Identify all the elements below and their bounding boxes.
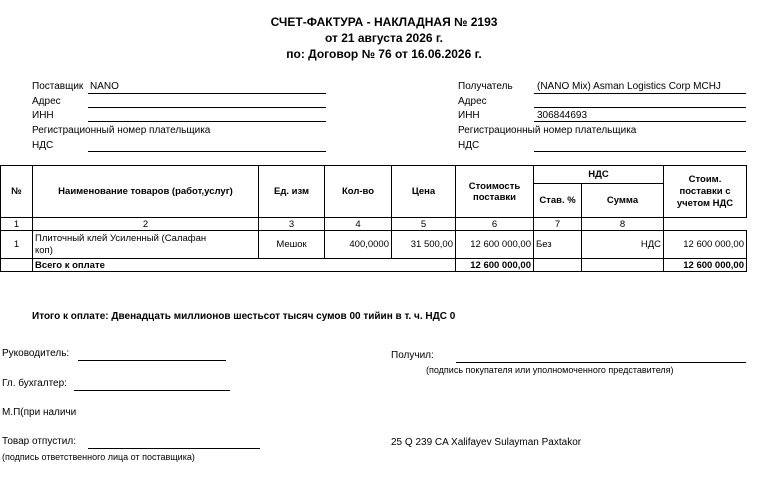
col-header-no: №	[1, 166, 33, 218]
received-note: (подпись покупателя или уполномоченного представителя)	[426, 365, 674, 375]
total-row	[1, 259, 747, 272]
supplier-underline	[88, 93, 326, 94]
amount-in-words: Итого к оплате: Двенадцать миллионов шестьсот тысяч сумов 00 тийин в т. ч. НДС 0	[32, 311, 456, 322]
column-number: 3	[259, 218, 325, 231]
stamp-label: М.П(при наличи	[2, 407, 77, 418]
released-note: (подпись ответственного лица от поставщика)	[2, 452, 195, 462]
col-header-cost: Стоимость поставки	[456, 166, 534, 218]
col-header-unit: Ед. изм	[259, 166, 325, 218]
recipient-value: (NANO Mix) Asman Logistics Corp MCHJ	[537, 81, 721, 92]
table-header-row	[1, 166, 747, 184]
accountant-label: Гл. бухгалтер:	[2, 378, 67, 389]
head-label: Руководитель:	[2, 348, 70, 359]
col-header-sum: Сумма	[582, 184, 664, 218]
recipient-underline	[534, 93, 746, 94]
row-name-line2: коп)	[35, 244, 53, 256]
column-number: 8	[582, 218, 664, 231]
column-number: 2	[33, 218, 259, 231]
row-unit: Мешок	[259, 231, 325, 259]
col-header-qty: Кол-во	[325, 166, 392, 218]
total-empty-cell	[534, 259, 582, 272]
row-sum: НДС	[582, 231, 664, 259]
head-signature-line	[78, 360, 226, 361]
supplier-label: Поставщик	[32, 81, 84, 92]
released-label: Товар отпустил:	[2, 436, 76, 447]
supplier-nds-line	[88, 151, 326, 152]
row-qty: 400,0000	[325, 231, 392, 259]
column-number: 5	[392, 218, 456, 231]
col-header-rate: Став. %	[534, 184, 582, 218]
invoice-contract: по: Договор № 76 от 16.06.2026 г.	[286, 47, 482, 61]
row-name-line1: Плиточный клей Усиленный (Салафан	[35, 232, 207, 244]
column-numbers-row	[1, 218, 747, 231]
row-no: 1	[1, 231, 33, 259]
row-rate: Без	[534, 231, 582, 259]
received-signature-line	[456, 362, 746, 363]
invoice-table	[0, 165, 747, 272]
table-row	[1, 231, 747, 259]
supplier-reg-label: Регистрационный номер плательщика	[32, 125, 211, 136]
recipient-inn-label: ИНН	[458, 110, 480, 121]
total-with-nds: 12 600 000,00	[664, 259, 747, 272]
column-number: 7	[534, 218, 582, 231]
supplier-address-label: Адрес	[32, 96, 61, 107]
total-cost: 12 600 000,00	[456, 259, 534, 272]
invoice-title: СЧЕТ-ФАКТУРА - НАКЛАДНАЯ № 2193	[270, 15, 498, 29]
col-header-name: Наименование товаров (работ,услуг)	[33, 166, 259, 218]
col-header-price: Цена	[392, 166, 456, 218]
recipient-address-line	[534, 107, 746, 108]
row-price: 31 500,00	[392, 231, 456, 259]
row-cost: 12 600 000,00	[456, 231, 534, 259]
column-number: 6	[456, 218, 534, 231]
accountant-signature-line	[74, 390, 230, 391]
supplier-address-line	[88, 107, 326, 108]
recipient-label: Получатель	[458, 81, 513, 92]
row-total: 12 600 000,00	[664, 231, 747, 259]
recipient-nds-label: НДС	[458, 140, 480, 151]
received-label: Получил:	[391, 350, 434, 361]
recipient-nds-line	[534, 151, 746, 152]
recipient-address-label: Адрес	[458, 96, 487, 107]
column-number: 1	[1, 218, 33, 231]
total-label: Всего к оплате	[33, 259, 456, 272]
recipient-inn-line	[534, 121, 746, 122]
recipient-inn-value: 306844693	[537, 110, 588, 121]
total-empty-cell	[1, 259, 33, 272]
supplier-inn-label: ИНН	[32, 110, 54, 121]
released-signature-line	[88, 448, 260, 449]
driver-info: 25 Q 239 CA Xalifayev Sulayman Paxtakor	[391, 437, 582, 448]
recipient-reg-label: Регистрационный номер плательщика	[458, 125, 637, 136]
supplier-nds-label: НДС	[32, 140, 54, 151]
supplier-inn-line	[88, 121, 326, 122]
row-name	[33, 231, 259, 259]
supplier-value: NANO	[90, 81, 119, 92]
total-empty-cell	[582, 259, 664, 272]
col-header-total: Стоим. поставки с учетом НДС	[664, 166, 747, 218]
column-number: 4	[325, 218, 392, 231]
col-header-nds: НДС	[534, 166, 664, 184]
invoice-date: от 21 августа 2026 г.	[324, 31, 444, 45]
